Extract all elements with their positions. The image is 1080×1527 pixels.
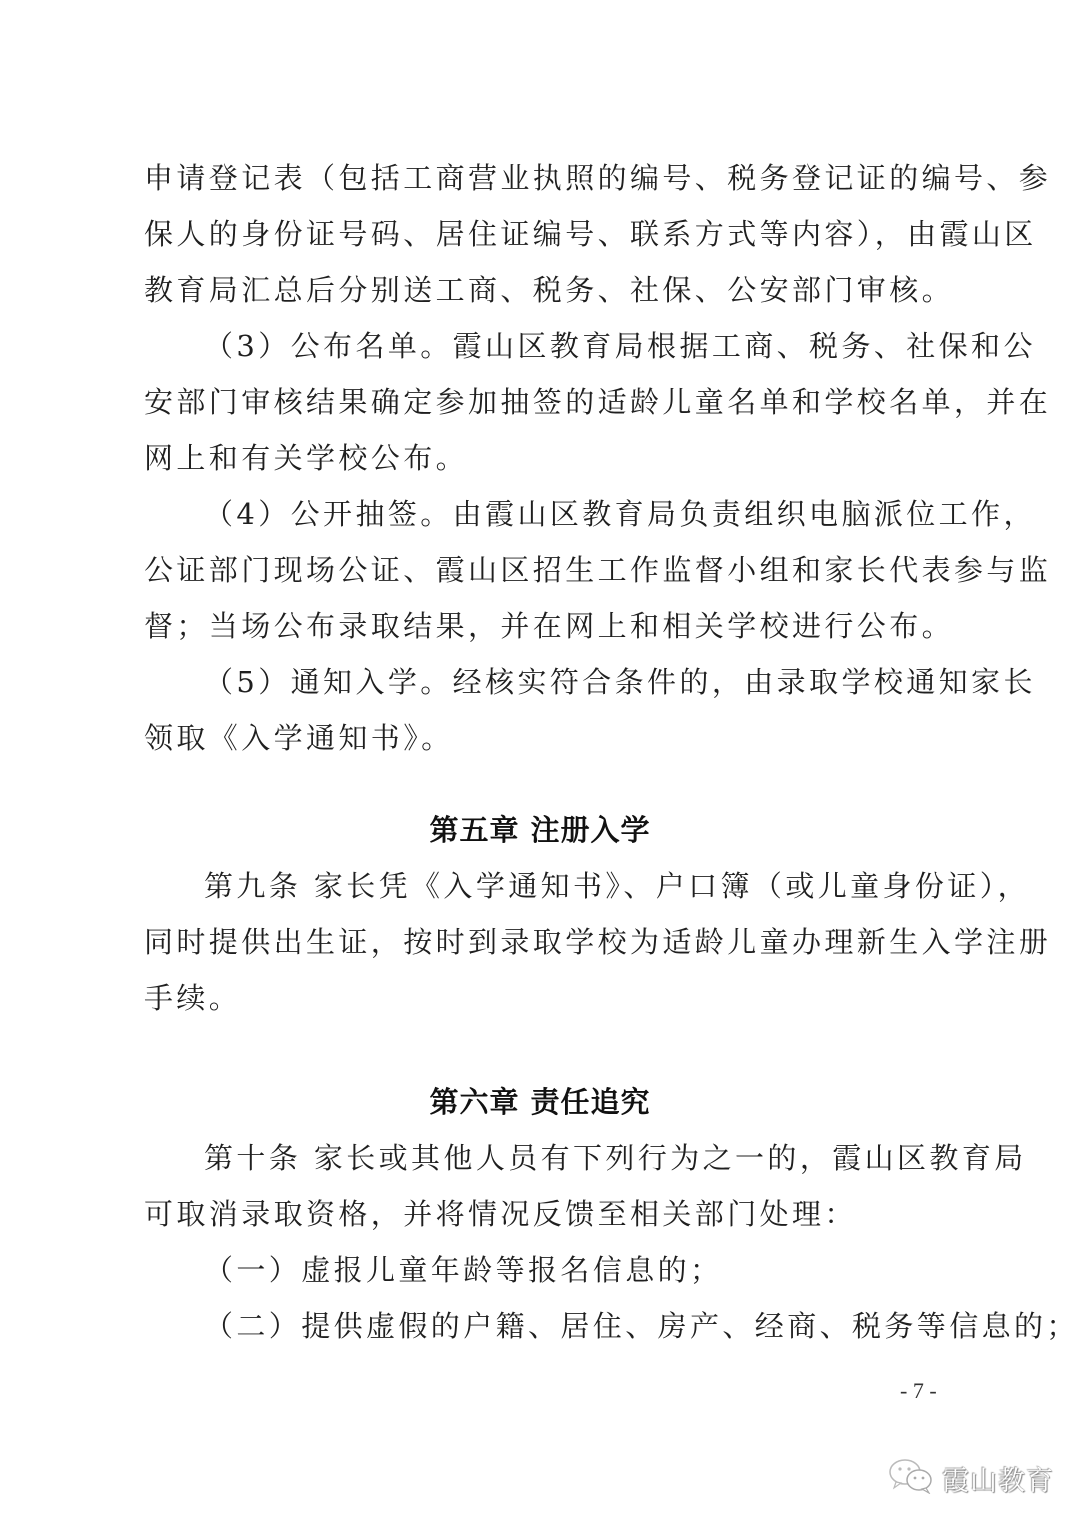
text-line: （5）通知入学。经核实符合条件的，由录取学校通知家长	[204, 665, 1036, 699]
text-line: （二）提供虚假的户籍、居住、房产、经商、税务等信息的；	[204, 1309, 1079, 1343]
text-line: 教育局汇总后分别送工商、税务、社保、公安部门审核。	[144, 273, 955, 307]
text-line: （一）虚报儿童年龄等报名信息的；	[204, 1253, 723, 1287]
watermark-text: 霞山教育	[942, 1465, 1054, 1497]
text-line: 同时提供出生证，按时到录取学校为适龄儿童办理新生入学注册	[144, 925, 1052, 959]
text-line: 第九条 家长凭《入学通知书》、户口簿（或儿童身份证），	[204, 869, 1031, 903]
text-line: （3）公布名单。霞山区教育局根据工商、税务、社保和公	[204, 329, 1036, 363]
text-line: （4）公开抽签。由霞山区教育局负责组织电脑派位工作，	[204, 497, 1036, 531]
text-line: 申请登记表（包括工商营业执照的编号、税务登记证的编号、参	[144, 161, 1052, 195]
page-number: - 7 -	[900, 1378, 937, 1403]
wechat-icon	[888, 1458, 934, 1498]
chapter-heading: 第五章 注册入学	[429, 813, 651, 847]
text-line: 第十条 家长或其他人员有下列行为之一的，霞山区教育局	[204, 1141, 1027, 1175]
chapter-heading: 第六章 责任追究	[429, 1085, 651, 1119]
text-line: 督；当场公布录取结果，并在网上和相关学校进行公布。	[144, 609, 955, 643]
text-line: 手续。	[144, 981, 242, 1015]
text-line: 安部门审核结果确定参加抽签的适龄儿童名单和学校名单，并在	[144, 385, 1052, 419]
text-line: 领取《入学通知书》。	[144, 721, 454, 755]
watermark	[888, 1458, 1054, 1498]
text-line: 可取消录取资格，并将情况反馈至相关部门处理：	[144, 1197, 857, 1231]
text-line: 公证部门现场公证、霞山区招生工作监督小组和家长代表参与监	[144, 553, 1052, 587]
text-line: 保人的身份证号码、居住证编号、联系方式等内容），由霞山区	[144, 217, 1037, 251]
text-line: 网上和有关学校公布。	[144, 441, 469, 475]
